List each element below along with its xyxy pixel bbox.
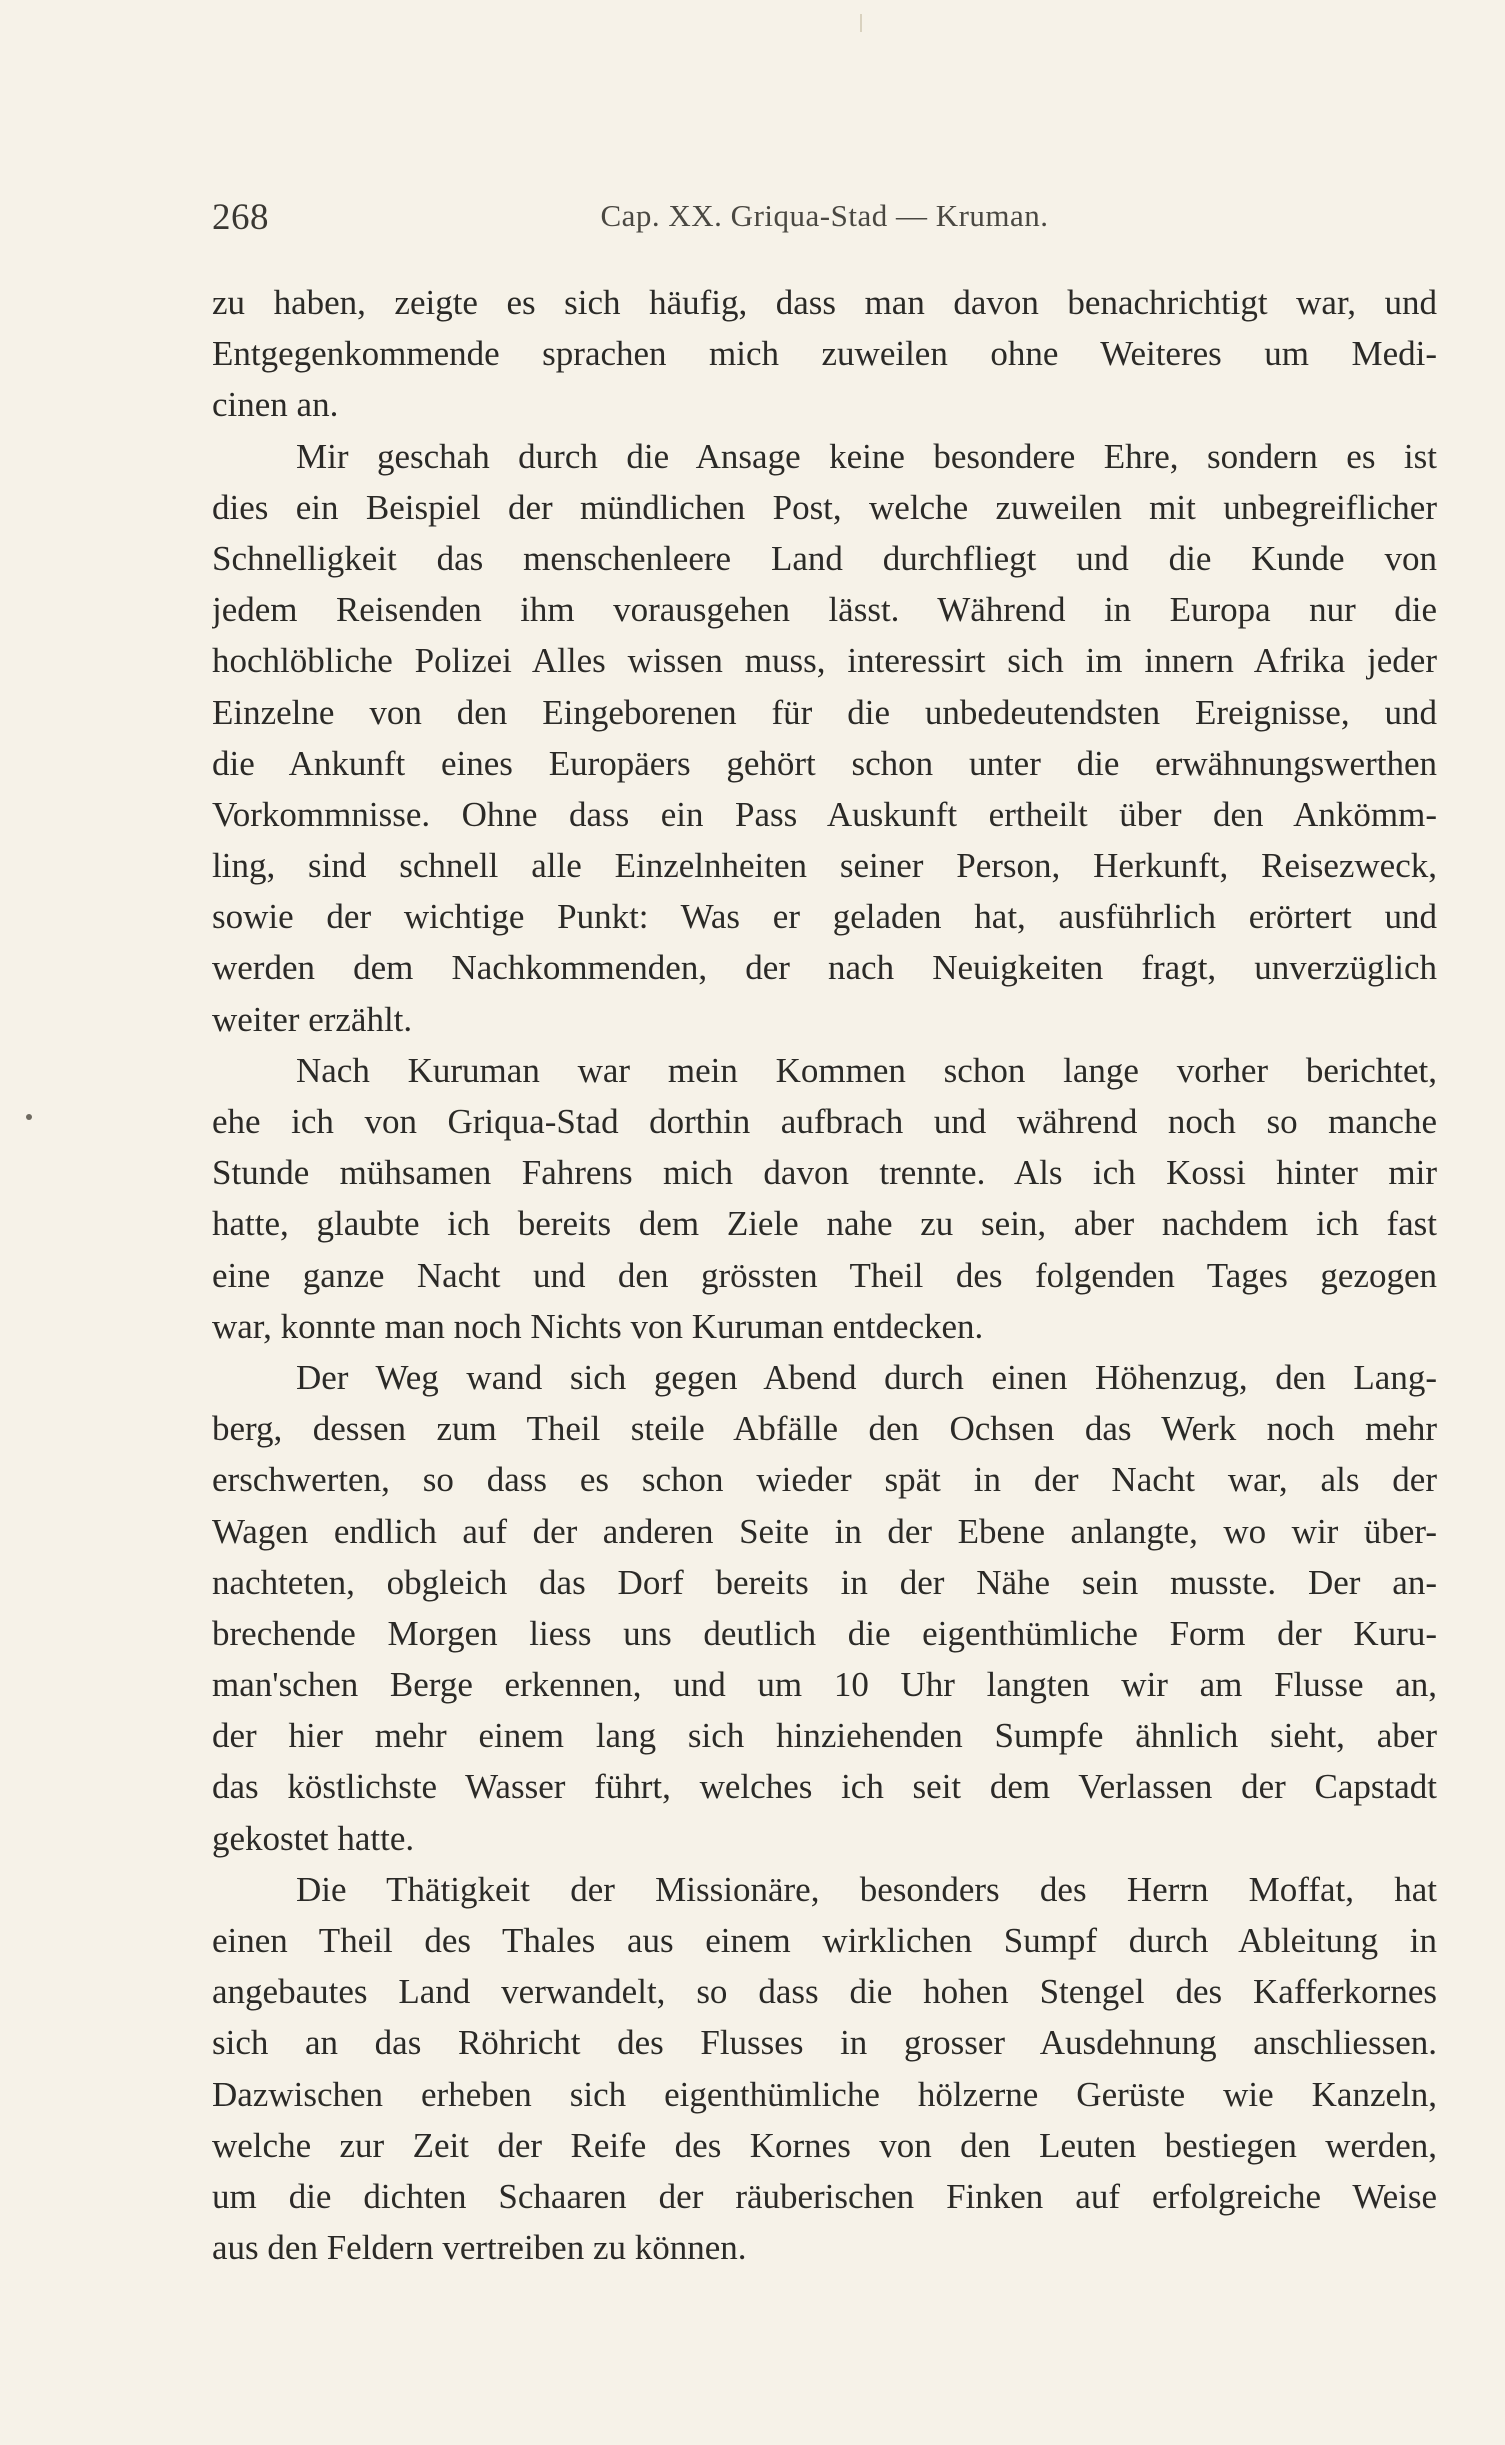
text-line: Entgegenkommende sprachen mich zuweilen ohne Weiteres um Medi- [212,334,1437,374]
text-line: cinen an. [212,385,339,425]
text-line: berg, dessen zum Theil steile Abfälle den Ochsen das Werk noch mehr [212,1409,1437,1449]
text-line: weiter erzählt. [212,999,413,1039]
text-line: dies ein Beispiel der mündlichen Post, welche zuweilen mit unbegreiflicher [212,487,1437,527]
page-header [212,196,1437,242]
text-line: eine ganze Nacht und den grössten Theil des folgenden Tages gezogen [212,1255,1437,1295]
text-line: erschwerten, so dass es schon wieder spät in der Nacht war, als der [212,1460,1437,1500]
text-line: hatte, glaubte ich bereits dem Ziele nahe zu sein, aber nachdem ich fast [212,1204,1437,1244]
text-line: nachteten, obgleich das Dorf bereits in der Nähe sein musste. Der an- [212,1562,1437,1602]
text-line: einen Theil des Thales aus einem wirklichen Sumpf durch Ableitung in [212,1921,1437,1960]
text-line: angebautes Land verwandelt, so dass die hohen Stengel des Kafferkornes [212,1972,1437,2012]
text-line: gekostet hatte. [212,1818,415,1858]
text-line: ehe ich von Griqua-Stad dorthin aufbrach und während noch so manche [212,1102,1437,1141]
page-top-edge-mark [860,14,862,32]
text-line: aus den Feldern vertreiben zu können. [212,2228,747,2268]
page-number: 268 [212,197,269,238]
text-line: das köstlichste Wasser führt, welches ich seit dem Verlassen der Capstadt [212,1767,1437,1807]
text-line: hochlöbliche Polizei Alles wissen muss, interessirt sich im innern Afrika jeder [212,641,1437,681]
text-line: Mir geschah durch die Ansage keine besondere Ehre, sondern es ist [296,436,1437,476]
text-line: Vorkommnisse. Ohne dass ein Pass Auskunft ertheilt über den Ankömm- [212,794,1437,834]
text-line: Nach Kuruman war mein Kommen schon lange vorher berichtet, [296,1050,1437,1090]
text-line: werden dem Nachkommenden, der nach Neuigkeiten fragt, unverzüglich [212,948,1437,988]
text-line: sowie der wichtige Punkt: Was er geladen hat, ausführlich erörtert und [212,897,1437,937]
text-line: Der Weg wand sich gegen Abend durch einen Höhenzug, den Lang- [296,1357,1437,1397]
text-line: Stunde mühsamen Fahrens mich davon trennte. Als ich Kossi hinter mir [212,1153,1437,1193]
text-line: zu haben, zeigte es sich häufig, dass man davon benachrichtigt war, und [212,283,1437,322]
text-line: jedem Reisenden ihm vorausgehen lässt. Während in Europa nur die [212,590,1437,630]
text-line: Die Thätigkeit der Missionäre, besonders des Herrn Moffat, hat [296,1869,1437,1909]
text-line: Dazwischen erheben sich eigenthümliche hölzerne Gerüste wie Kanzeln, [212,2074,1437,2114]
text-line: um die dichten Schaaren der räuberischen Finken auf erfolgreiche Weise [212,2176,1437,2216]
text-line: Einzelne von den Eingeborenen für die unbedeutendsten Ereignisse, und [212,692,1437,732]
text-line: brechende Morgen liess uns deutlich die eigenthümliche Form der Kuru- [212,1613,1437,1653]
text-line: welche zur Zeit der Reife des Kornes von den Leuten bestiegen werden, [212,2125,1437,2165]
text-line: war, konnte man noch Nichts von Kuruman entdecken. [212,1306,984,1346]
text-line: man'schen Berge erkennen, und um 10 Uhr langten wir am Flusse an, [212,1665,1437,1705]
margin-dot-mark [26,1114,32,1120]
text-line: die Ankunft eines Europäers gehört schon unter die erwähnungswerthen [212,743,1437,783]
text-line: Schnelligkeit das menschenleere Land durchfliegt und die Kunde von [212,538,1437,578]
text-line: Wagen endlich auf der anderen Seite in der Ebene anlangte, wo wir über- [212,1511,1437,1551]
text-line: der hier mehr einem lang sich hinziehenden Sumpfe ähnlich sieht, aber [212,1716,1437,1756]
running-head: Cap. XX. Griqua-Stad — Kruman. [600,198,1049,233]
text-line: ling, sind schnell alle Einzelnheiten seiner Person, Herkunft, Reisezweck, [212,846,1437,886]
text-line: sich an das Röhricht des Flusses in grosser Ausdehnung anschliessen. [212,2023,1437,2063]
body-text [212,277,1437,2273]
